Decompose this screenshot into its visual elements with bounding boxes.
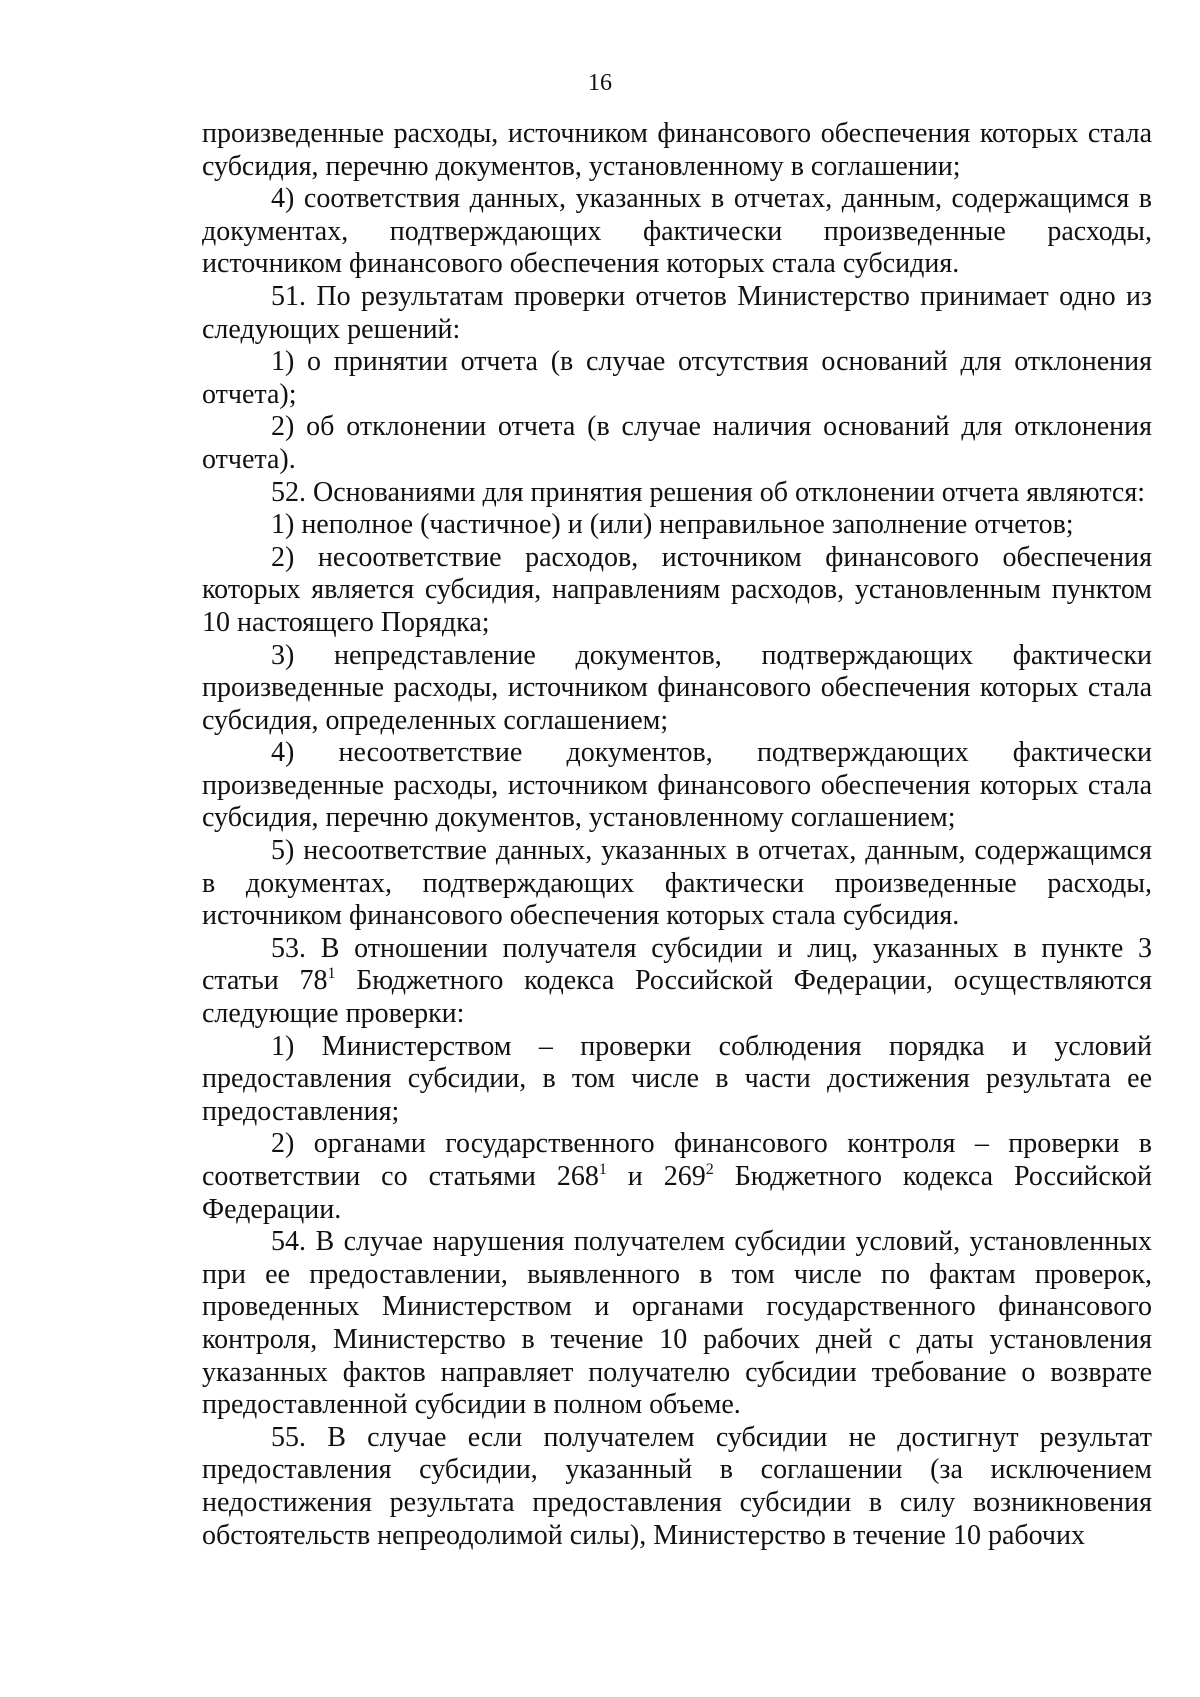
superscript: 1 — [327, 965, 336, 983]
page-number: 16 — [588, 70, 612, 96]
paragraph: 3) непредставление документов, подтверждающих фактически произведенные расходы, источником финансового обеспечения которых стала субсидия, определенных соглашением; — [202, 639, 1152, 736]
paragraph-text: Бюджетного кодекса Российской Федерации, осуществляются следующие проверки: — [202, 965, 1153, 1030]
paragraph-text: и 269 — [606, 1161, 706, 1192]
document-body — [202, 118, 1152, 1552]
paragraph: 4) несоответствие документов, подтверждающих фактически произведенные расходы, источником финансового обеспечения которых стала субсидия, перечню документов, установленному соглашением; — [202, 737, 1152, 834]
paragraph-text: 2) органами государственного финансового контроля – проверки в соответствии со статьями 268 — [202, 1128, 1152, 1192]
paragraph-text: 53. В отношении получателя субсидии и лиц, указанных в пункте 3 статьи 78 — [202, 932, 1152, 997]
paragraph: 1) Министерством – проверки соблюдения порядка и условий предоставления субсидии, в том числе в части достижения результата ее предоставления; — [202, 1030, 1152, 1127]
paragraph: 4) соответствия данных, указанных в отчетах, данным, содержащимся в документах, подтверждающих фактически произведенные расходы, источником финансового обеспечения которых стала субсидия. — [202, 183, 1152, 280]
paragraph: 54. В случае нарушения получателем субсидии условий, установленных при ее предоставлении, выявленного в том числе по фактам проверок, проведенных Министерством и органами государственного финансового контроля, Министерство в течение 10 рабочих дней с даты установления указанных фактов направляет получателю субсидии требование о возврате предоставленной субсидии в полном объеме. — [202, 1226, 1152, 1421]
paragraph-text: Бюджетного кодекса Российской Федерации. — [202, 1161, 1153, 1225]
paragraph: 2) об отклонении отчета (в случае наличия оснований для отклонения отчета). — [202, 411, 1152, 475]
superscript: 1 — [598, 1161, 607, 1178]
paragraph-53 — [202, 933, 1152, 1031]
paragraph: 55. В случае если получателем субсидии не достигнут результат предоставления субсидии, указанный в соглашении (за исключением недостижения результата предоставления субсидии в силу возникновения обстоятельств непреодолимой силы), Министерство в течение 10 рабочих — [202, 1421, 1152, 1551]
paragraph: произведенные расходы, источником финансового обеспечения которых стала субсидия, перечню документов, установленному в соглашении; — [202, 118, 1152, 182]
paragraph: 5) несоответствие данных, указанных в отчетах, данным, содержащимся в документах, подтверждающих фактически произведенные расходы, источником финансового обеспечения которых стала субсидия. — [202, 835, 1152, 932]
paragraph-with-articles — [202, 1128, 1152, 1226]
superscript: 2 — [705, 1161, 714, 1178]
paragraph: 51. По результатам проверки отчетов Министерство принимает одно из следующих решений: — [202, 280, 1152, 345]
paragraph: 1) неполное (частичное) и (или) неправильное заполнение отчетов; — [271, 509, 1074, 541]
paragraph: 1) о принятии отчета (в случае отсутствия оснований для отклонения отчета); — [202, 346, 1152, 410]
paragraph: 52. Основаниями для принятия решения об отклонении отчета являются: — [271, 476, 1145, 508]
paragraph: 2) несоответствие расходов, источником финансового обеспечения которых является субсидия, направлениям расходов, установленным пунктом 10 настоящего Порядка; — [202, 541, 1152, 638]
